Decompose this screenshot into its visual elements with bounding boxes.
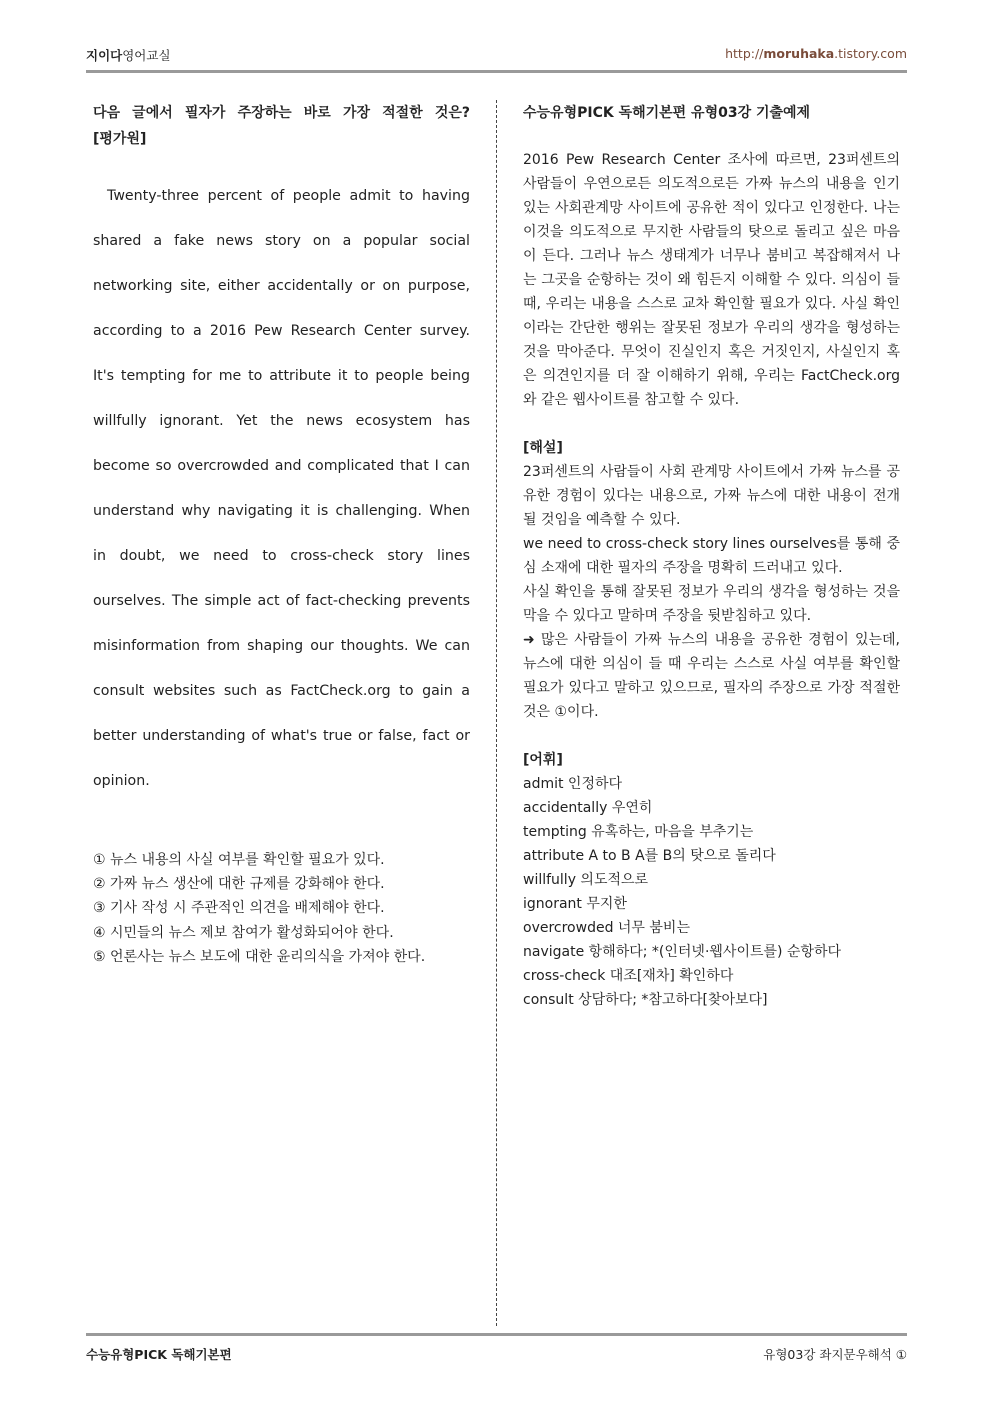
explanation-column: [523, 100, 900, 1012]
choice-3[interactable]: ③ 기사 작성 시 주관적인 의견을 배제해야 한다.: [93, 900, 385, 917]
commentary-paragraph: 사실 확인을 통해 잘못된 정보가 우리의 생각을 형성하는 것을 막을 수 있다고 말하며 주장을 뒷받침하고 있다.: [523, 584, 900, 624]
vocab-heading: [어휘]: [523, 752, 563, 768]
vocab-item: willfully 의도적으로: [523, 872, 649, 888]
choice-4[interactable]: ④ 시민들의 뉴스 제보 참여가 활성화되어야 한다.: [93, 924, 394, 941]
choice-2[interactable]: ② 가짜 뉴스 생산에 대한 규제를 강화해야 한다.: [93, 876, 385, 893]
vocab-item: attribute A to B A를 B의 탓으로 돌리다: [523, 848, 776, 864]
choice-1[interactable]: ① 뉴스 내용의 사실 여부를 확인할 필요가 있다.: [93, 852, 385, 868]
vocab-item: ignorant 무지한: [523, 896, 627, 912]
passage-text: Twenty-three percent of people admit to having shared a fake news story on a popular social networking site, either accidentally or on purpose, according to a 2016 Pew Research Center survey. It's tempting for me to attribute it to people being willfully ignorant. Yet the news ecosystem has become so overcrowded and complicated that I can understand why navigating it is challenging. When in doubt, we need to cross-check story lines ourselves. The simple act of fact-checking prevents misinformation from shaping our thoughts. We can consult websites such as FactCheck.org to gain a better understanding of what's true or false, fact or opinion.: [93, 188, 470, 789]
vocab-item: overcrowded 너무 붐비는: [523, 920, 690, 936]
commentary-conclusion: ➜ 많은 사람들이 가짜 뉴스의 내용을 공유한 경험이 있는데, 뉴스에 대한 의심이 들 때 우리는 스스로 사실 여부를 확인할 필요가 있다고 말하고 있으므로, 필자의 주장으로 가장 적절한 것은 ①이다.: [523, 632, 900, 720]
url-bold: moruhaka: [763, 46, 835, 61]
commentary-heading: [해설]: [523, 440, 563, 456]
vocab-item: consult 상담하다; *참고하다[찾아보다]: [523, 992, 768, 1008]
question-title: 다음 글에서 필자가 주장하는 바로 가장 적절한 것은? [평가원]: [93, 105, 470, 147]
vocab-item: admit 인정하다: [523, 776, 623, 792]
choice-5[interactable]: ⑤ 언론사는 뉴스 보도에 대한 윤리의식을 가져야 한다.: [93, 948, 426, 965]
vocab-item: tempting 유혹하는, 마음을 부추기는: [523, 824, 754, 840]
commentary-paragraph: 23퍼센트의 사람들이 사회 관계망 사이트에서 가짜 뉴스를 공유한 경험이 있다는 내용으로, 가짜 뉴스에 대한 내용이 전개될 것임을 예측할 수 있다.: [523, 464, 900, 528]
explanation-title: 수능유형PICK 독해기본편 유형03강 기출예제: [523, 105, 811, 121]
url-suffix: .tistory.com: [834, 46, 907, 61]
question-column: [93, 100, 470, 969]
url-prefix: http://: [725, 46, 764, 61]
footer-book-title: 수능유형PICK 독해기본편: [86, 1347, 232, 1362]
vocab-list: [523, 772, 900, 1012]
translation: 2016 Pew Research Center 조사에 따르면, 23퍼센트의 사람들이 우연으로든 의도적으로든 가짜 뉴스의 내용을 인기 있는 사회관계망 사이트에 공유한 적이 있다고 인정한다. 나는 이것을 의도적으로 무지한 사람들의 탓으로 돌리고 싶은 마음이 든다. 그러나 뉴스 생태계가 너무나 붐비고 복잡해져서 나는 그곳을 순항하는 것이 왜 힘든지 이해할 수 있다. 의심이 들 때, 우리는 내용을 스스로 교차 확인할 필요가 있다. 사실 확인이라는 간단한 행위는 잘못된 정보가 우리의 생각을 형성하는 것을 막아준다. 무엇이 진실인지 혹은 거짓인지, 사실인지 혹은 의견인지를 더 잘 이해하기 위해, 우리는 FactCheck.org와 같은 웹사이트를 참고할 수 있다.: [523, 152, 900, 408]
footer-page-label: 유형03강 좌지문우해석 ①: [763, 1347, 907, 1362]
blog-url[interactable]: [725, 46, 907, 61]
header-rule: [86, 70, 907, 73]
brand-name: [86, 46, 171, 64]
passage: [93, 174, 470, 804]
vocab-item: navigate 항해하다; *(인터넷·웹사이트를) 순항하다: [523, 944, 842, 960]
brand-bold: 지이다: [86, 48, 123, 63]
page-header: [86, 46, 907, 68]
commentary-paragraph: we need to cross-check story lines ourselves를 통해 중심 소재에 대한 필자의 주장을 명확히 드러내고 있다.: [523, 536, 900, 576]
footer-rule: [86, 1333, 907, 1336]
vocab-item: cross-check 대조[재차] 확인하다: [523, 968, 734, 984]
answer-choices: [93, 848, 470, 969]
vocab-item: accidentally 우연히: [523, 800, 653, 816]
brand-rest: 영어교실: [122, 48, 171, 63]
column-divider: [496, 100, 497, 1326]
page-footer: [86, 1345, 907, 1367]
